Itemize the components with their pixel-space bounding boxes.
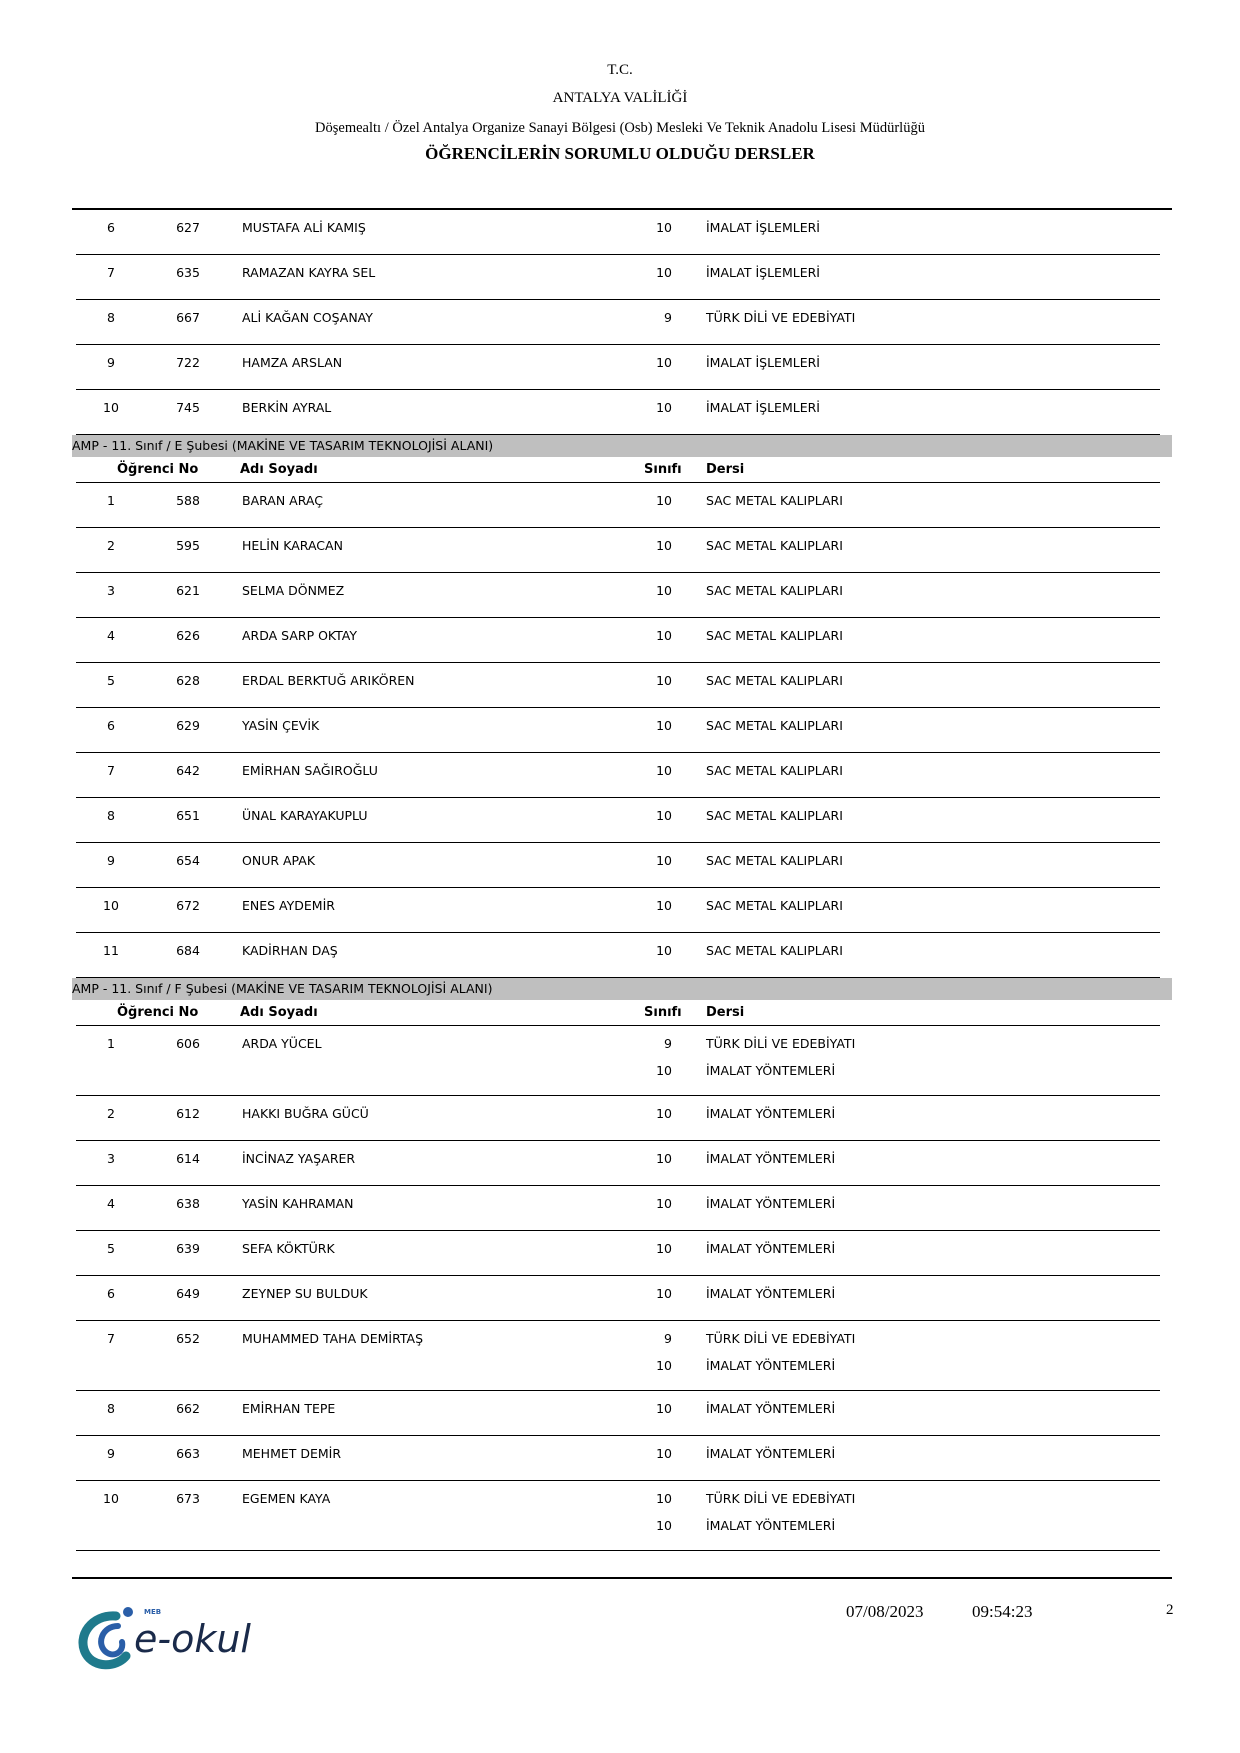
table-row — [0, 573, 1240, 618]
row-index: 1 — [107, 493, 115, 508]
course-class: 9 — [664, 1036, 672, 1051]
page-number: 2 — [1166, 1602, 1174, 1618]
course-lesson: İMALAT İŞLEMLERİ — [706, 265, 820, 280]
row-index: 10 — [103, 1491, 119, 1506]
row-divider — [76, 1550, 1160, 1551]
page-title: ÖĞRENCİLERİN SORUMLU OLDUĞU DERSLER — [425, 144, 815, 163]
student-name: ERDAL BERKTUĞ ARIKÖREN — [242, 673, 415, 688]
course-class: 10 — [656, 493, 672, 508]
student-number: 629 — [176, 718, 200, 733]
row-index: 11 — [103, 943, 119, 958]
course-lesson: İMALAT YÖNTEMLERİ — [706, 1106, 836, 1121]
course-class: 9 — [664, 1331, 672, 1346]
course-lesson: İMALAT İŞLEMLERİ — [706, 355, 820, 370]
table-row — [0, 1481, 1240, 1551]
table-row — [0, 483, 1240, 528]
table-row — [0, 1231, 1240, 1276]
course-class: 10 — [656, 1106, 672, 1121]
row-index: 6 — [107, 1286, 115, 1301]
course-lesson: SAC METAL KALIPLARI — [706, 673, 843, 688]
row-index: 7 — [107, 763, 115, 778]
student-name: ARDA YÜCEL — [242, 1036, 322, 1051]
course-class: 10 — [656, 1151, 672, 1166]
row-index: 8 — [107, 310, 115, 325]
course-class: 10 — [656, 1401, 672, 1416]
course-lesson: TÜRK DİLİ VE EDEBİYATI — [706, 1491, 856, 1506]
student-number: 595 — [176, 538, 200, 553]
table-row — [0, 888, 1240, 933]
course-lesson: İMALAT YÖNTEMLERİ — [706, 1446, 836, 1461]
course-class: 9 — [664, 310, 672, 325]
student-name: ÜNAL KARAYAKUPLU — [242, 808, 368, 823]
column-header-row — [0, 1000, 1240, 1026]
course-class: 10 — [656, 355, 672, 370]
table-row — [0, 528, 1240, 573]
row-index: 1 — [107, 1036, 115, 1051]
bottom-rule — [72, 1577, 1172, 1579]
column-header-class: Sınıfı — [644, 1005, 682, 1020]
student-name: İNCİNAZ YAŞARER — [242, 1151, 356, 1166]
row-index: 3 — [107, 583, 115, 598]
table-row — [0, 390, 1240, 435]
student-number: 672 — [176, 898, 200, 913]
course-lesson: İMALAT YÖNTEMLERİ — [706, 1518, 836, 1533]
report-date: 07/08/2023 — [846, 1602, 924, 1621]
course-class: 10 — [656, 538, 672, 553]
logo-meb-text: MEB — [144, 1608, 162, 1616]
student-name: ZEYNEP SU BULDUK — [242, 1286, 368, 1301]
course-class: 10 — [656, 628, 672, 643]
student-name: MUHAMMED TAHA DEMİRTAŞ — [242, 1331, 424, 1346]
student-number: 621 — [176, 583, 200, 598]
student-number: 626 — [176, 628, 200, 643]
student-name: HAKKI BUĞRA GÜCÜ — [242, 1106, 369, 1121]
table-row — [0, 1026, 1240, 1096]
student-table — [0, 210, 1240, 1551]
student-number: 663 — [176, 1446, 200, 1461]
column-header-student-no: Öğrenci No — [117, 1005, 199, 1020]
course-class: 10 — [656, 808, 672, 823]
course-class: 10 — [656, 1241, 672, 1256]
section-title: AMP - 11. Sınıf / E Şubesi (MAKİNE VE TASARIM TEKNOLOJİSİ ALANI) — [72, 438, 494, 453]
course-class: 10 — [656, 265, 672, 280]
course-class: 10 — [656, 1286, 672, 1301]
table-row — [0, 753, 1240, 798]
column-header-row — [0, 457, 1240, 483]
course-lesson: SAC METAL KALIPLARI — [706, 628, 843, 643]
row-index: 2 — [107, 1106, 115, 1121]
student-name: SELMA DÖNMEZ — [242, 583, 345, 598]
table-row — [0, 663, 1240, 708]
table-row — [0, 1391, 1240, 1436]
table-row — [0, 843, 1240, 888]
course-lesson: SAC METAL KALIPLARI — [706, 808, 843, 823]
course-class: 10 — [656, 1446, 672, 1461]
student-number: 642 — [176, 763, 200, 778]
course-class: 10 — [656, 400, 672, 415]
student-number: 628 — [176, 673, 200, 688]
course-lesson: SAC METAL KALIPLARI — [706, 853, 843, 868]
table-row — [0, 933, 1240, 978]
course-lesson: SAC METAL KALIPLARI — [706, 538, 843, 553]
row-index: 7 — [107, 1331, 115, 1346]
e-okul-logo-icon — [72, 1596, 252, 1672]
report-time: 09:54:23 — [972, 1602, 1033, 1621]
student-name: YASİN KAHRAMAN — [242, 1196, 354, 1211]
table-row — [0, 1321, 1240, 1391]
student-name: ONUR APAK — [242, 853, 316, 868]
student-name: ALİ KAĞAN COŞANAY — [242, 310, 373, 325]
course-class: 10 — [656, 853, 672, 868]
course-lesson: SAC METAL KALIPLARI — [706, 943, 843, 958]
student-number: 588 — [176, 493, 200, 508]
column-header-name: Adı Soyadı — [240, 462, 318, 477]
table-row — [0, 1096, 1240, 1141]
row-index: 9 — [107, 355, 115, 370]
student-name: ARDA SARP OKTAY — [242, 628, 358, 643]
course-lesson: İMALAT YÖNTEMLERİ — [706, 1151, 836, 1166]
header-governorship: ANTALYA VALİLİĞİ — [552, 90, 688, 106]
student-number: 667 — [176, 310, 200, 325]
row-index: 2 — [107, 538, 115, 553]
student-number: 684 — [176, 943, 200, 958]
table-row — [0, 1436, 1240, 1481]
student-name: MEHMET DEMİR — [242, 1446, 342, 1461]
row-index: 4 — [107, 628, 115, 643]
student-number: 652 — [176, 1331, 200, 1346]
course-class: 10 — [656, 898, 672, 913]
course-lesson: İMALAT YÖNTEMLERİ — [706, 1063, 836, 1078]
table-row — [0, 1141, 1240, 1186]
course-lesson: İMALAT YÖNTEMLERİ — [706, 1286, 836, 1301]
student-name: KADİRHAN DAŞ — [242, 943, 338, 958]
course-class: 10 — [656, 943, 672, 958]
student-name: EGEMEN KAYA — [242, 1491, 331, 1506]
student-number: 673 — [176, 1491, 200, 1506]
row-index: 3 — [107, 1151, 115, 1166]
student-name: HAMZA ARSLAN — [242, 355, 343, 370]
course-class: 10 — [656, 220, 672, 235]
table-row — [0, 798, 1240, 843]
student-number: 651 — [176, 808, 200, 823]
student-number: 612 — [176, 1106, 200, 1121]
student-name: BERKİN AYRAL — [242, 400, 332, 415]
column-header-class: Sınıfı — [644, 462, 682, 477]
student-number: 627 — [176, 220, 200, 235]
table-row — [0, 210, 1240, 255]
table-row — [0, 255, 1240, 300]
row-index: 10 — [103, 400, 119, 415]
course-lesson: TÜRK DİLİ VE EDEBİYATI — [706, 1331, 856, 1346]
table-row — [0, 1186, 1240, 1231]
course-lesson: TÜRK DİLİ VE EDEBİYATI — [706, 1036, 856, 1051]
table-row — [0, 1276, 1240, 1321]
row-index: 4 — [107, 1196, 115, 1211]
student-number: 654 — [176, 853, 200, 868]
section-header — [72, 978, 1172, 1000]
course-class: 10 — [656, 1518, 672, 1533]
student-number: 639 — [176, 1241, 200, 1256]
section-header — [72, 435, 1172, 457]
row-index: 6 — [107, 718, 115, 733]
course-lesson: İMALAT YÖNTEMLERİ — [706, 1358, 836, 1373]
student-name: ENES AYDEMİR — [242, 898, 335, 913]
section-title: AMP - 11. Sınıf / F Şubesi (MAKİNE VE TASARIM TEKNOLOJİSİ ALANI) — [72, 981, 493, 996]
student-name: SEFA KÖKTÜRK — [242, 1241, 335, 1256]
student-number: 722 — [176, 355, 200, 370]
course-class: 10 — [656, 673, 672, 688]
column-header-lesson: Dersi — [706, 1005, 745, 1020]
student-number: 649 — [176, 1286, 200, 1301]
student-name: EMİRHAN SAĞIROĞLU — [242, 763, 378, 778]
row-index: 9 — [107, 853, 115, 868]
course-lesson: SAC METAL KALIPLARI — [706, 763, 843, 778]
row-index: 9 — [107, 1446, 115, 1461]
column-header-name: Adı Soyadı — [240, 1005, 318, 1020]
row-index: 6 — [107, 220, 115, 235]
row-index: 10 — [103, 898, 119, 913]
table-row — [0, 345, 1240, 390]
row-index: 5 — [107, 673, 115, 688]
student-number: 638 — [176, 1196, 200, 1211]
header-school-name: Döşemealtı / Özel Antalya Organize Sanayi Bölgesi (Osb) Mesleki Ve Teknik Anadolu Lisesi Müdürlüğü — [315, 120, 925, 136]
course-lesson: SAC METAL KALIPLARI — [706, 718, 843, 733]
course-lesson: İMALAT YÖNTEMLERİ — [706, 1241, 836, 1256]
student-name: EMİRHAN TEPE — [242, 1401, 336, 1416]
student-number: 606 — [176, 1036, 200, 1051]
course-class: 10 — [656, 1063, 672, 1078]
student-name: YASİN ÇEVİK — [242, 718, 320, 733]
course-class: 10 — [656, 1491, 672, 1506]
row-index: 8 — [107, 808, 115, 823]
course-lesson: TÜRK DİLİ VE EDEBİYATI — [706, 310, 856, 325]
course-class: 10 — [656, 1358, 672, 1373]
column-header-lesson: Dersi — [706, 462, 745, 477]
header-tc: T.C. — [607, 62, 633, 78]
course-class: 10 — [656, 1196, 672, 1211]
student-name: HELİN KARACAN — [242, 538, 343, 553]
course-lesson: İMALAT İŞLEMLERİ — [706, 220, 820, 235]
course-lesson: SAC METAL KALIPLARI — [706, 898, 843, 913]
logo-eokul-text: e-okul — [134, 1617, 251, 1661]
course-class: 10 — [656, 718, 672, 733]
row-index: 8 — [107, 1401, 115, 1416]
student-number: 662 — [176, 1401, 200, 1416]
row-index: 5 — [107, 1241, 115, 1256]
course-lesson: İMALAT İŞLEMLERİ — [706, 400, 820, 415]
course-class: 10 — [656, 763, 672, 778]
student-number: 635 — [176, 265, 200, 280]
table-row — [0, 708, 1240, 753]
student-number: 745 — [176, 400, 200, 415]
course-class: 10 — [656, 583, 672, 598]
row-index: 7 — [107, 265, 115, 280]
student-name: RAMAZAN KAYRA SEL — [242, 265, 376, 280]
table-row — [0, 618, 1240, 663]
course-lesson: İMALAT YÖNTEMLERİ — [706, 1401, 836, 1416]
course-lesson: İMALAT YÖNTEMLERİ — [706, 1196, 836, 1211]
column-header-student-no: Öğrenci No — [117, 462, 199, 477]
student-name: MUSTAFA ALİ KAMIŞ — [242, 220, 366, 235]
course-lesson: SAC METAL KALIPLARI — [706, 583, 843, 598]
table-row — [0, 300, 1240, 345]
course-lesson: SAC METAL KALIPLARI — [706, 493, 843, 508]
student-number: 614 — [176, 1151, 200, 1166]
student-name: BARAN ARAÇ — [242, 493, 323, 508]
